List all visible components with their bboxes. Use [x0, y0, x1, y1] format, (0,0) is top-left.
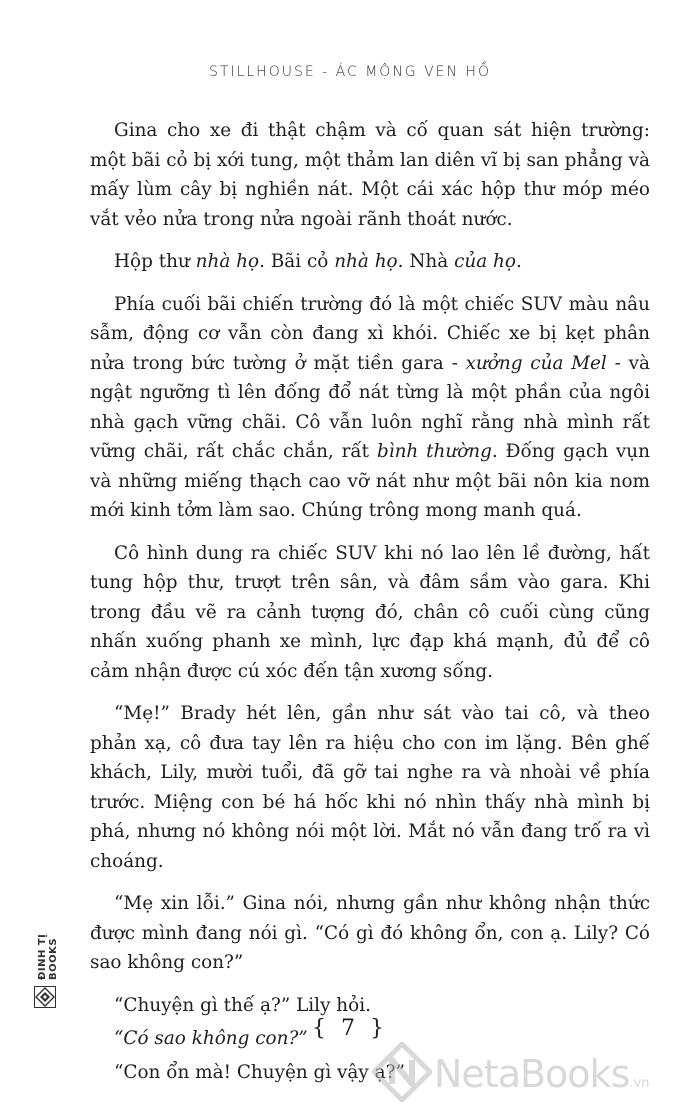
paragraph-1: Gina cho xe đi thật chậm và cố quan sát hiện trường: một bãi cỏ bị xới tung, một thảm lan diên vĩ bị san phẳng và mấy lùm cây bị nghiền nát. Một cái xác hộp thư móp méo vắt vẻo nửa trong nửa ngoài rãnh thoát nước.: [90, 120, 650, 230]
paragraph-2: Hộp thư nhà họ. Bãi cỏ nhà họ. Nhà của họ.: [114, 251, 522, 272]
watermark-brand: NetaBooks: [434, 1052, 630, 1096]
paragraph-6: “Mẹ xin lỗi.” Gina nói, nhưng gần như không nhận thức được mình đang nói gì. “Có gì đó không ổn, con ạ. Lily? Có sao không con?”: [90, 893, 650, 973]
paragraph-7: “Chuyện gì thế ạ?” Lily hỏi.: [114, 994, 371, 1016]
publisher-logo: [34, 910, 59, 1020]
paragraph-3: Phía cuối bãi chiến trường đó là một chiếc SUV màu nâu sẫm, động cơ vẫn còn đang xì khói. Chiếc xe bị kẹt phân nửa trong bức tường ở mặt tiền gara - xưởng của Mel - và ngật ngưỡng tì lên đống đổ nát từng là một phần của ngôi nhà gạch vững chãi. Cô vẫn luôn nghĩ rằng nhà mình rất vững chãi, rất chắc chắn, rất bình thường. Đống gạch vụn và những miếng thạch cao vỡ nát như một bãi nôn kia nom mới kinh tởm làm sao. Chúng trông mong manh quá.: [90, 293, 650, 521]
watermark-suffix: .vn: [629, 1076, 650, 1091]
netabooks-logo-icon: [372, 1042, 432, 1102]
body-text: [90, 116, 650, 1100]
paragraph-9: “Con ổn mà! Chuyện gì vậy ạ?”: [114, 1061, 405, 1083]
publisher-logo-text: ĐINH TỊ BOOKS: [37, 933, 59, 980]
paragraph-5: “Mẹ!” Brady hét lên, gần như sát vào tai cô, và theo phản xạ, cô đưa tay lên ra hiệu cho con im lặng. Bên ghế khách, Lily, mười tuổi, đã gỡ tai nghe ra và nhoài về phía trước. Miệng con bé há hốc khi nó nhìn thấy nhà mình bị phá, nhưng nó không nói một lời. Mắt nó vẫn đang trố ra vì choáng.: [90, 703, 650, 872]
page-number: { 7 }: [312, 1016, 388, 1041]
paragraph-4: Cô hình dung ra chiếc SUV khi nó lao lên lề đường, hất tung hộp thư, trượt trên sân, và đâm sầm vào gara. Khi trong đầu vẽ ra cảnh tượng đó, chân cô cuối cùng cũng nhấn xuống phanh xe mình, lực đạp khá mạnh, đủ để cô cảm nhận được cú xóc đến tận xương sống.: [90, 542, 650, 682]
diamond-logo-icon: [34, 986, 56, 1008]
running-header: STILLHOUSE - ÁC MỘNG VEN HỒ: [209, 64, 491, 80]
netabooks-watermark: [372, 1040, 694, 1104]
paragraph-8: “Có sao không con?”: [114, 1028, 308, 1049]
